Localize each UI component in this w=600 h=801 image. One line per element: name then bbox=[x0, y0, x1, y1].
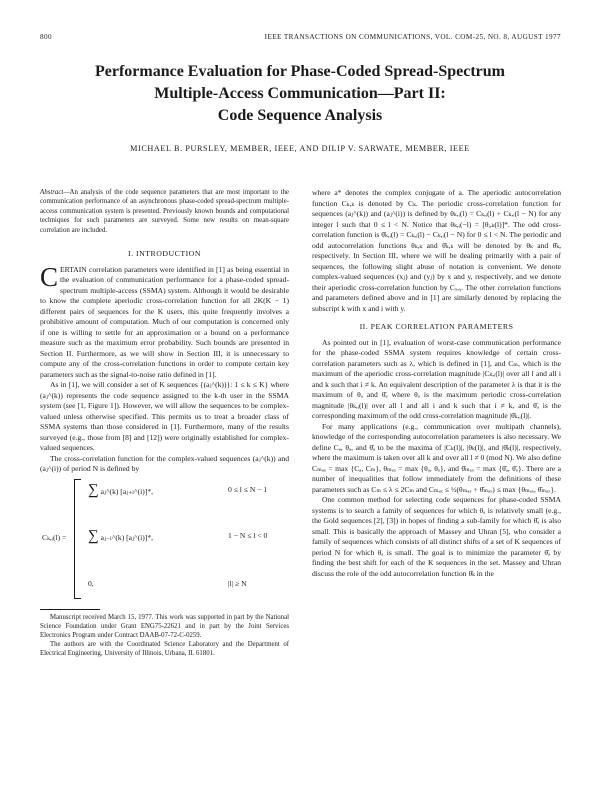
peak-paragraph-1: As pointed out in [1], evaluation of worst-case communication performance for the phase-coded SSMA system requires knowledge of certain cross-correlation parameters such as λ, which is defined in [1], and Cₘ, which is the maximum of the aperiodic cross-correlation magnitude |Cₖ,ᵢ(l)| over all l and all i and k such that i ≠ k. An equivalent description of the parameter λ is that it is the maximum of θₐ and θ̂ₐ where θₐ is the maximum periodic cross-correlation magnitude |θₖ,ᵢ(l)| over all l and all i and k such that i ≠ k, and θ̂ₐ is the corresponding maximum of the odd cross-correlation magnitude |θ̂ₖ,ᵢ(l)|. bbox=[312, 337, 561, 420]
footnote-received: Manuscript received March 15, 1977. This work was supported in part by the National Science Foundation under Grant ENG75-22621 and in part by the Joint Services Electronics Program under Contract DAAB-07-72-C-0259. bbox=[40, 613, 289, 639]
abstract-body: An analysis of the code sequence parameters that are most important to the communication performance of an asynchronous phase-coded spread-spectrum multiple-access communication system is presented. Previously known bounds and computational techniques for such parameters are surveyed. Some new results on mean-square correlation are included. bbox=[40, 189, 289, 234]
left-column bbox=[40, 188, 289, 658]
section-heading-peak-correlation: II. PEAK CORRELATION PARAMETERS bbox=[359, 322, 514, 331]
page-number: 800 bbox=[40, 33, 52, 41]
intro-paragraph-2: As in [1], we will consider a set of K sequences {(aⱼ^(k))}: 1 ≤ k ≤ K} where (aⱼ^(k)) represents the code sequence assigned to the k-th user in the SSMA system (see [1, Figure 1]). However, we will allow the sequences to be complex-valued unless otherwise specified. This permits us to treat a broader class of SSMA systems than those considered in [1]. Furthermore, many of the results surveyed (e.g., those from [8] and [12]) were originally established for complex-valued sequences. bbox=[40, 380, 289, 453]
case-1-condition: 0 ≤ l ≤ N − 1 bbox=[228, 484, 268, 494]
title-line-3: Code Sequence Analysis bbox=[217, 107, 383, 124]
title-line-2: Multiple-Access Communication—Part II: bbox=[154, 85, 446, 102]
footnote-divider bbox=[40, 609, 100, 610]
peak-paragraph-3: One common method for selecting code sequences for phase-coded SSMA systems is to search a family of sequences for which θₐ is relatively small (e.g., the Gold sequences [2], [3]) in hopes of finding a sub-family for which θ̂ₐ is also small. This is basically the approach of Massey and Uhran [5], who consider a family of sequences which consists of all distinct shifts of a set of K sequences of period N for which θₐ is small. The goal is to minimize the parameter θ̂ₐ by finding the best shift for each of the K sequences in the set. Massey and Uhran discuss the role of the odd autocorrelation function θ̂ₖ in the bbox=[312, 495, 561, 578]
abstract bbox=[40, 188, 289, 235]
intro-paragraph-3: The cross-correlation function for the complex-valued sequences (aⱼ^(k)) and (aⱼ^(i)) of period N is defined by bbox=[40, 453, 289, 474]
case-1-expression: aⱼ^(k) [aⱼ₊ₗ^(i)]*, bbox=[100, 486, 154, 496]
case-2-expression: aⱼ₋ₗ^(k) [aⱼ^(i)]*, bbox=[100, 532, 154, 542]
abstract-label: Abstract— bbox=[40, 189, 70, 196]
cross-correlation-equation bbox=[40, 475, 289, 605]
equation-lhs: Cₖ,ᵢ(l) = bbox=[42, 532, 67, 542]
summation-icon: ∑ bbox=[88, 527, 99, 544]
footnote-affiliation: The authors are with the Coordinated Science Laboratory and the Department of Electrical Engineering, University of Illinois, Urbana, IL 61801. bbox=[40, 640, 289, 657]
case-2-condition: 1 − N ≤ l < 0 bbox=[228, 530, 268, 540]
title-line-1: Performance Evaluation for Phase-Coded Spread-Spectrum bbox=[94, 63, 506, 80]
summation-icon: ∑ bbox=[88, 481, 99, 498]
journal-citation: IEEE TRANSACTIONS ON COMMUNICATIONS, VOL. COM-25, NO. 8, AUGUST 1977 bbox=[264, 33, 561, 41]
equation-case-3 bbox=[88, 578, 247, 590]
equation-case-2 bbox=[88, 527, 268, 544]
right-paragraph-continued: where a* denotes the complex conjugate of a. The aperiodic autocorrelation function Cₖ,ₖ is denoted by Cₖ. The periodic cross-correlation function for sequences (aⱼ^(k)) and (aⱼ^(i)) is defined by θₖ,ᵢ(l) = Cₖ,ᵢ(l) + Cₖ,ᵢ(l − N) for any integer l such that 0 ≤ l < N. Notice that θₖ,ᵢ(−l) = [θᵢ,ₖ(l)]*. The odd cross-correlation function is θ̂ₖ,ᵢ(l) = Cₖ,ᵢ(l) − Cₖ,ᵢ(l − N) for 0 ≤ l < N. The periodic and odd autocorrelation functions θₖ,ₖ and θ̂ₖ,ₖ will be denoted by θₖ and θ̂ₖ, respectively. In Section III, where we will be dealing primarily with a pair of sequences, the following slight abuse of notation is convenient. We denote complex-valued sequences (xⱼ) and (yⱼ) by x and y, respectively, and we denote their aperiodic cross-correlation function by Cₓ,ᵧ. The other correlation functions and parameters defined above and in [1] are similarly denoted by replacing the subscript k with x and i with y. bbox=[312, 188, 561, 313]
intro-paragraph-1 bbox=[40, 261, 289, 381]
paper-title bbox=[0, 61, 600, 127]
case-3-condition: |l| ≥ N bbox=[228, 578, 247, 588]
equation-brace bbox=[74, 479, 81, 599]
peak-paragraph-2: For many applications (e.g., communication over multipath channels), knowledge of the corresponding autocorrelation parameters is also necessary. We define Cₐ, θₐ, and θ̂ₐ to be the maxima of |Cₖ(l)|, |θₖ(l)|, and |θ̂ₖ(l)|, respectively, where the maximum is taken over all k and over all l ≠ 0 (mod N). We also define Cₘₐₓ = max {Cₐ, Cₘ}, θₘₐₓ = max {θₐ, θₒ}, and θ̂ₘₐₓ = max {θ̂ₐ, θ̂ₒ}. There are a number of inequalities that follow immediately from the definitions of these parameters such as Cₘ ≤ λ ≤ 2Cₘ and Cₘₐₓ ≤ ½(θₘₐₓ + θ̂ₘₐₓ) ≤ max {θₘₐₓ, θ̂ₘₐₓ}. bbox=[312, 421, 561, 494]
author-line: MICHAEL B. PURSLEY, MEMBER, IEEE, AND DILIP V. SARWATE, MEMBER, IEEE bbox=[130, 144, 470, 153]
intro-paragraph-1-text: ERTAIN correlation parameters were identified in [1] as being essential in the evaluation of communication performance for a phase-coded spread-spectrum multiple-access (SSMA) system. Although it would be desirable to know the complete aperiodic cross-correlation function for all 2K(K − 1) different pairs of sequences for the K users, this quite frequently involves a prohibitive amount of computation. Much of our computation is concerned only if one is willing to settle for an approximation or a bound on a performance measure such as the maximum error probability. Such bounds are presented in Section II. Furthermore, as we will show in Section III, it is unnecessary to compute any of the cross-correlation functions in order to compute certain key parameters such as the signal-to-noise ratio defined in [1]. bbox=[40, 264, 289, 379]
drop-cap: C bbox=[40, 261, 59, 292]
equation-case-1 bbox=[88, 481, 268, 498]
right-column bbox=[312, 188, 561, 579]
section-heading-introduction: I. INTRODUCTION bbox=[128, 249, 201, 259]
case-3-expression: 0, bbox=[88, 578, 94, 588]
